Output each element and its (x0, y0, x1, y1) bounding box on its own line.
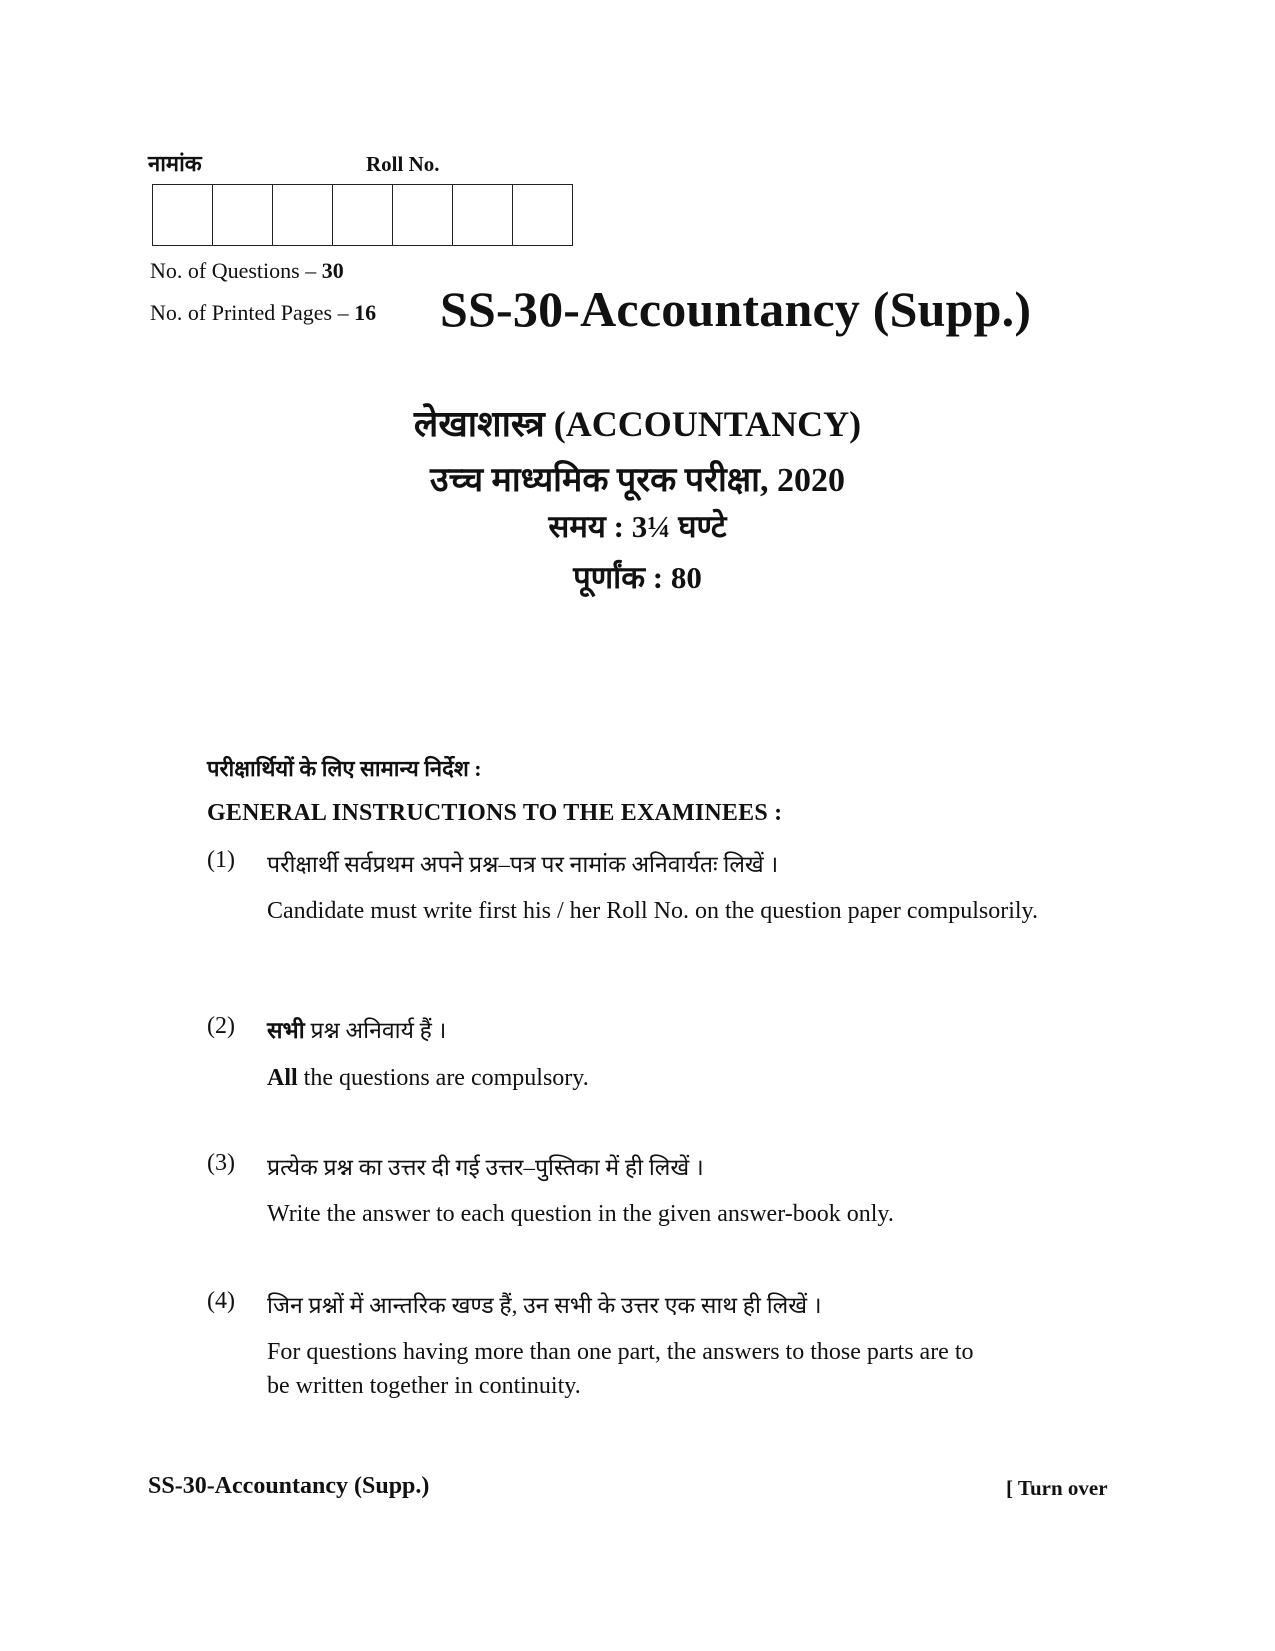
page-count (150, 300, 376, 326)
instruction-text-english (267, 1061, 1110, 1095)
max-marks: पूर्णांक : 80 (573, 560, 702, 595)
instruction-number: (1) (207, 847, 235, 873)
instructions-heading-english: GENERAL INSTRUCTIONS TO THE EXAMINEES : (207, 800, 783, 826)
exam-title: उच्च माध्यमिक पूरक परीक्षा, 2020 (430, 462, 845, 499)
roll-digit-box[interactable] (453, 185, 513, 245)
instruction-text-english: Candidate must write first his / her Roll No. on the question paper compulsorily. (267, 898, 1038, 924)
question-count-label: No. of Questions – (150, 258, 322, 283)
instruction-number: (2) (207, 1013, 235, 1039)
exam-time: समय : 3¼ घण्टे (548, 509, 727, 544)
instruction-text-hindi: परीक्षार्थी सर्वप्रथम अपने प्रश्न–पत्र पर नामांक अनिवार्यतः लिखें । (267, 852, 779, 877)
instruction-rest-english: the questions are compulsory. (297, 1065, 589, 1091)
instruction-text-english (267, 1335, 1110, 1403)
instruction-number: (3) (207, 1150, 235, 1176)
instruction-emphasis-hindi: सभी (267, 1018, 305, 1043)
roll-digit-box[interactable] (273, 185, 333, 245)
roll-digit-box[interactable] (153, 185, 213, 245)
page-count-value: 16 (354, 300, 377, 325)
roll-digit-box[interactable] (213, 185, 273, 245)
instruction-text-english: Write the answer to each question in the given answer-book only. (267, 1201, 894, 1227)
instruction-text-hindi (267, 1013, 446, 1045)
roll-digit-box[interactable] (393, 185, 453, 245)
turn-over-label: [ Turn over (1006, 1476, 1108, 1500)
instruction-text-hindi: जिन प्रश्नों में आन्तरिक खण्ड हैं, उन सभी के उत्तर एक साथ ही लिखें । (267, 1293, 822, 1318)
question-count-value: 30 (321, 258, 344, 283)
roll-number-boxes (152, 184, 573, 246)
instruction-text-english-line: For questions having more than one part, the answers to those parts are to (267, 1339, 974, 1365)
instruction-text-hindi: प्रत्येक प्रश्न का उत्तर दी गई उत्तर–पुस्तिका में ही लिखें । (267, 1155, 704, 1180)
question-count (150, 258, 344, 284)
roll-label-hindi: नामांक (148, 151, 202, 176)
instruction-emphasis-english: All (267, 1065, 298, 1091)
page-count-label: No. of Printed Pages – (150, 300, 355, 325)
paper-code-title: SS-30-Accountancy (Supp.) (440, 281, 1032, 337)
subject-title: लेखाशास्त्र (ACCOUNTANCY) (413, 404, 862, 444)
roll-digit-box[interactable] (333, 185, 393, 245)
instruction-text-english-line: be written together in continuity. (267, 1373, 581, 1399)
footer-paper-code: SS-30-Accountancy (Supp.) (148, 1473, 430, 1499)
roll-digit-box[interactable] (513, 185, 573, 245)
instructions-heading-hindi: परीक्षार्थियों के लिए सामान्य निर्देश : (207, 756, 482, 781)
instruction-number: (4) (207, 1288, 235, 1314)
instruction-rest-hindi: प्रश्न अनिवार्य हैं । (304, 1018, 447, 1043)
roll-label-english: Roll No. (366, 152, 440, 176)
